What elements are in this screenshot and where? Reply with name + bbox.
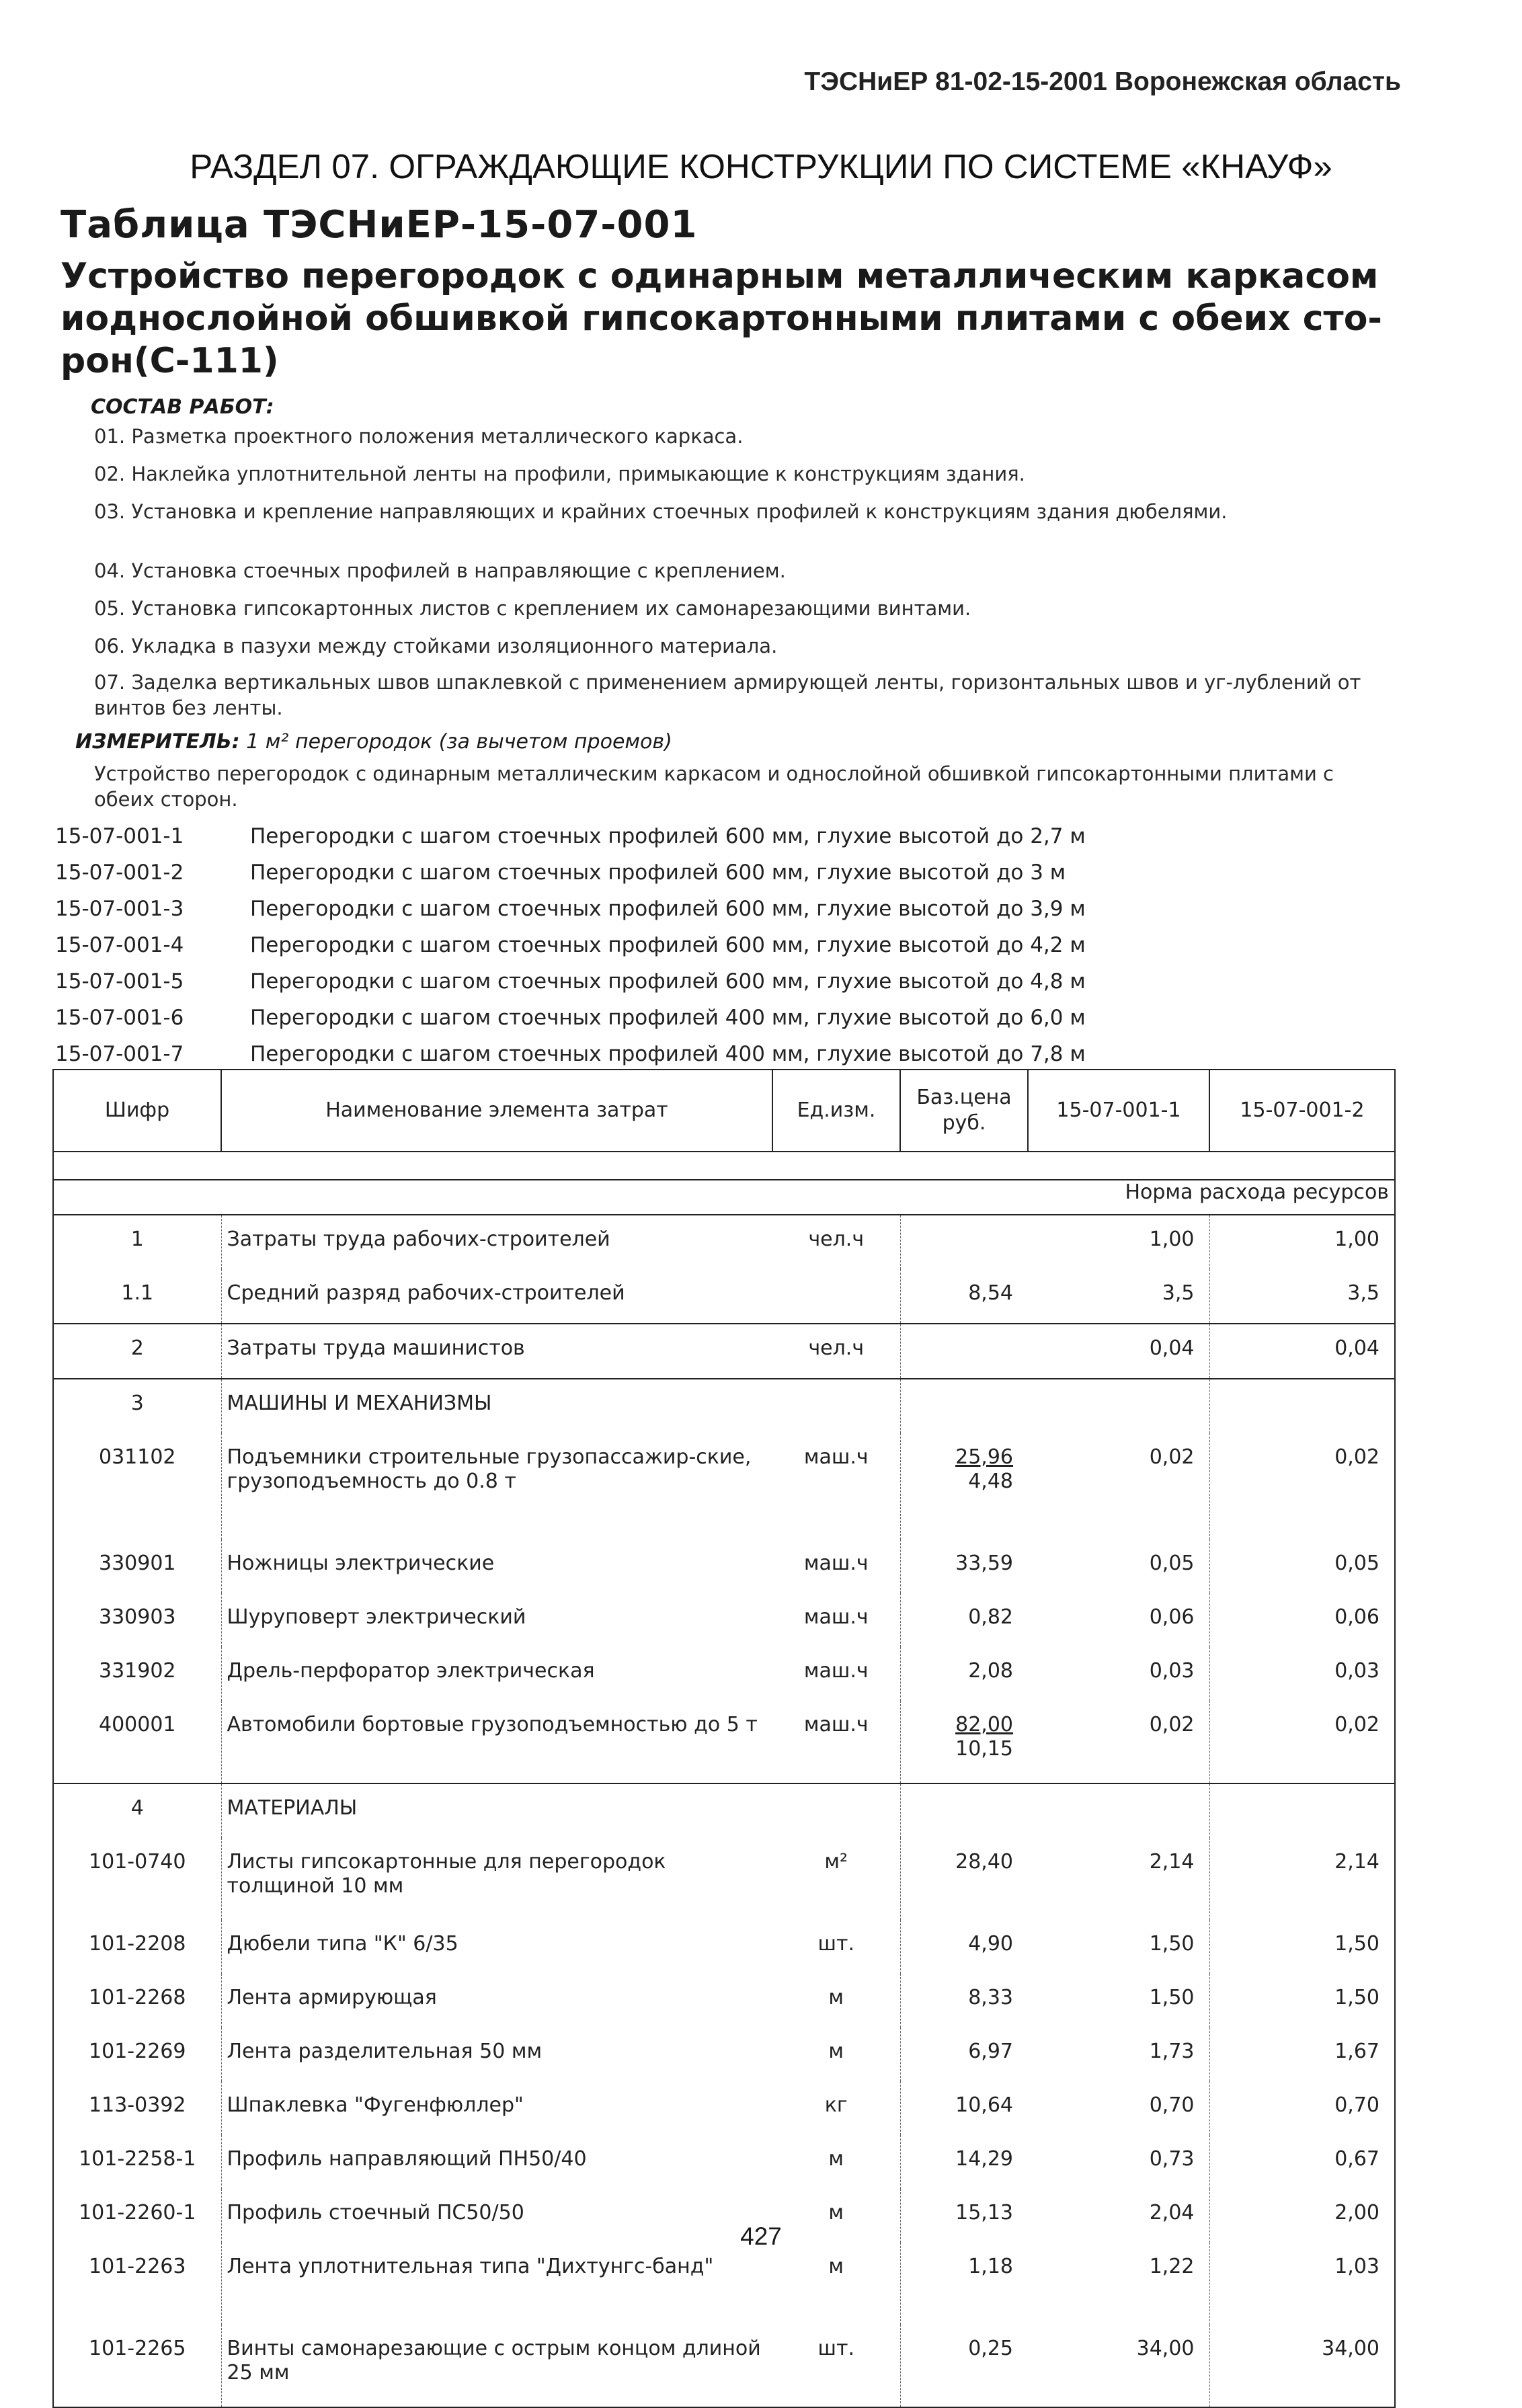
table-cell: 101-2258-1 <box>53 2135 221 2189</box>
table-cell: маш.ч <box>803 1659 869 1683</box>
work-item: 01. Разметка проектного положения металлического каркаса. <box>94 425 744 448</box>
table-cell: 1.1 <box>53 1269 221 1324</box>
table-cell: МАШИНЫ И МЕХАНИЗМЫ <box>221 1379 772 1433</box>
table-cell: 0,67 <box>1209 2135 1395 2189</box>
header-price: Баз.цена руб. <box>900 1070 1028 1152</box>
table-row <box>53 1324 1395 1379</box>
work-item: 03. Установка и крепление направляющих и крайних стоечных профилей к конструкциям здания дюбелями. <box>94 500 1228 523</box>
table-cell: 4,90 <box>900 1920 1028 1974</box>
table-cell: чел.ч <box>772 1324 900 1379</box>
table-cell: 1,18 <box>900 2243 1028 2325</box>
work-composition-label: СОСТАВ РАБОТ: <box>91 395 274 419</box>
table-cell: 3,5 <box>1209 1269 1395 1324</box>
header-unit: Ед.изм. <box>772 1070 900 1152</box>
table-cell: 28,40 <box>900 1838 1028 1920</box>
table-cell: 0,70 <box>1149 2093 1195 2117</box>
table-row <box>53 1920 1395 1974</box>
table-cell: Профиль направляющий ПН50/40 <box>221 2135 772 2189</box>
table-cell: 0,02 <box>1149 1713 1195 1736</box>
table-cell <box>772 1379 900 1433</box>
table-cell: 2,00 <box>1209 2189 1395 2243</box>
table-cell: 0,06 <box>1209 1593 1395 1647</box>
group-row <box>53 1379 1395 1433</box>
table-cell: 34,00 <box>1028 2325 1209 2407</box>
table-cell: шт. <box>817 1932 854 1956</box>
table-cell: 1,00 <box>1028 1215 1209 1269</box>
work-description-title: Устройство перегородок с одинарным металлическим каркасом иоднослойной обшивкой гипсокартонными плитами с обеих сто-рон(С-111) <box>61 256 1382 381</box>
table-cell: 1,73 <box>1149 2040 1195 2063</box>
table-cell: 10,64 <box>900 2081 1028 2135</box>
measurement-value: 1 м² перегородок (за вычетом проемов) <box>246 730 672 754</box>
variant-code: 15-07-001-4 <box>55 933 184 957</box>
table-row <box>53 1539 1395 1593</box>
table-cell <box>772 1783 900 1838</box>
norma-label: Норма расхода ресурсов <box>53 1180 1395 1215</box>
table-cell: кг <box>824 2093 848 2117</box>
table-cell: 330903 <box>53 1593 221 1647</box>
table-cell: 3,5 <box>1162 1281 1195 1305</box>
table-cell: 3 <box>53 1379 221 1433</box>
table-cell: 0,03 <box>1209 1647 1395 1701</box>
variant-description: Перегородки с шагом стоечных профилей 400 мм, глухие высотой до 7,8 м <box>250 1042 1086 1066</box>
table-header-row <box>53 1070 1395 1152</box>
table-cell: 4 <box>53 1783 221 1838</box>
table-row <box>53 1838 1395 1920</box>
table-cell: 1,50 <box>1149 1986 1195 2009</box>
table-cell: 14,29 <box>900 2135 1028 2189</box>
table-title: Таблица ТЭСНиЕР-15-07-001 <box>61 203 698 247</box>
group-row <box>53 1783 1395 1838</box>
table-cell: Автомобили бортовые грузоподъемностью до 5 т <box>221 1701 772 1783</box>
table-row <box>53 2081 1395 2135</box>
table-cell: 101-2208 <box>53 1920 221 1974</box>
variant-code: 15-07-001-6 <box>55 1006 184 1030</box>
table-cell: Лента разделительная 50 мм <box>221 2028 772 2081</box>
table-cell: Винты самонарезающие с острым концом длиной 25 мм <box>221 2325 772 2407</box>
table-cell: м <box>828 2040 844 2063</box>
table-cell: Шуруповерт электрический <box>221 1593 772 1647</box>
variant-code: 15-07-001-1 <box>55 824 184 848</box>
table-cell: 101-2260-1 <box>53 2189 221 2243</box>
table-cell: 0,02 <box>1209 1701 1395 1783</box>
table-cell: 25,96 4,48 <box>900 1433 1028 1539</box>
table-row <box>53 2135 1395 2189</box>
table-row <box>53 1433 1395 1539</box>
table-cell: м <box>828 2255 844 2278</box>
table-cell: чел.ч <box>772 1215 900 1269</box>
table-cell: 1,03 <box>1209 2243 1395 2325</box>
section-title: РАЗДЕЛ 07. ОГРАЖДАЮЩИЕ КОНСТРУКЦИИ ПО СИСТЕМЕ «КНАУФ» <box>190 147 1332 186</box>
work-item: 02. Наклейка уплотнительной ленты на профили, примыкающие к конструкциям здания. <box>94 463 1025 485</box>
table-cell: 330901 <box>53 1539 221 1593</box>
table-cell: 6,97 <box>900 2028 1028 2081</box>
table-cell: 0,82 <box>900 1593 1028 1647</box>
table-cell: 101-2269 <box>53 2028 221 2081</box>
table-cell: 2,14 <box>1149 1850 1195 1874</box>
table-cell: 1,00 <box>1209 1215 1395 1269</box>
work-item: 07. Заделка вертикальных швов шпаклевкой с применением армирующей ленты, горизонтальных швов и уг-лублений от винтов без ленты. <box>94 671 1361 719</box>
table-cell: м <box>828 2147 844 2171</box>
variant-description: Перегородки с шагом стоечных профилей 600 мм, глухие высотой до 3,9 м <box>250 897 1086 921</box>
table-cell <box>900 1379 1028 1433</box>
table-row <box>53 1269 1395 1324</box>
variant-description: Перегородки с шагом стоечных профилей 600 мм, глухие высотой до 2,7 м <box>250 824 1086 848</box>
measurement-unit <box>75 730 672 754</box>
table-cell: Дюбели типа "К" 6/35 <box>221 1920 772 1974</box>
table-cell: 2,14 <box>1209 1838 1395 1920</box>
work-item: 04. Установка стоечных профилей в направляющие с креплением. <box>94 559 786 582</box>
table-cell: 0,25 <box>900 2325 1028 2407</box>
table-cell: 0,73 <box>1149 2147 1195 2171</box>
table-cell: 400001 <box>53 1701 221 1783</box>
table-cell: Шпаклевка "Фугенфюллер" <box>221 2081 772 2135</box>
table-cell: 1,50 <box>1149 1932 1195 1956</box>
table-cell <box>900 1324 1028 1379</box>
header-code: Шифр <box>53 1070 221 1152</box>
table-row <box>53 1647 1395 1701</box>
table-cell: 0,05 <box>1209 1539 1395 1593</box>
variant-code: 15-07-001-7 <box>55 1042 184 1066</box>
table-cell: 101-2263 <box>53 2243 221 2325</box>
page-number: 427 <box>740 2222 782 2250</box>
resource-table <box>52 1069 1396 2408</box>
table-cell: Затраты труда рабочих-строителей <box>221 1215 772 1269</box>
table-cell: 1 <box>53 1215 221 1269</box>
table-cell: 0,04 <box>1028 1324 1209 1379</box>
header-name: Наименование элемента затрат <box>221 1070 772 1152</box>
table-cell <box>1028 1783 1209 1838</box>
table-cell: Профиль стоечный ПС50/50 <box>221 2189 772 2243</box>
table-cell: 33,59 <box>900 1539 1028 1593</box>
table-cell: маш.ч <box>803 1605 869 1629</box>
table-cell: шт. <box>772 2325 900 2407</box>
document-reference: ТЭСНиЕР 81-02-15-2001 Воронежская область <box>804 67 1401 96</box>
table-cell: 2 <box>53 1324 221 1379</box>
table-cell: 2,08 <box>900 1647 1028 1701</box>
table-cell: 101-2265 <box>53 2325 221 2407</box>
table-cell: маш.ч <box>803 1713 869 1736</box>
header-col1: 15-07-001-1 <box>1028 1070 1209 1152</box>
table-cell: МАТЕРИАЛЫ <box>221 1783 772 1838</box>
table-cell: 2,04 <box>1149 2201 1195 2224</box>
table-cell: 0,04 <box>1209 1324 1395 1379</box>
table-cell: Дрель-перфоратор электрическая <box>221 1647 772 1701</box>
header-col2: 15-07-001-2 <box>1209 1070 1395 1152</box>
table-cell: Ножницы электрические <box>221 1539 772 1593</box>
table-cell <box>772 1269 900 1324</box>
table-cell: м <box>828 1986 844 2009</box>
variant-code: 15-07-001-2 <box>55 860 184 885</box>
table-cell: 113-0392 <box>53 2081 221 2135</box>
variant-description: Перегородки с шагом стоечных профилей 600 мм, глухие высотой до 3 м <box>250 860 1066 885</box>
table-cell: 1,67 <box>1209 2028 1395 2081</box>
table-cell: 82,00 10,15 <box>900 1701 1028 1783</box>
table-cell: м² <box>824 1850 848 1874</box>
table-cell: 1,50 <box>1209 1920 1395 1974</box>
table-row <box>53 1215 1395 1269</box>
table-cell: 0,03 <box>1149 1659 1195 1683</box>
variant-code: 15-07-001-3 <box>55 897 184 921</box>
table-cell: 8,33 <box>900 1974 1028 2028</box>
table-cell <box>53 1152 1395 1180</box>
table-row <box>53 2325 1395 2407</box>
table-cell: 0,02 <box>1209 1433 1395 1539</box>
variant-description: Перегородки с шагом стоечных профилей 600 мм, глухие высотой до 4,2 м <box>250 933 1086 957</box>
table-cell: Листы гипсокартонные для перегородок толщиной 10 мм <box>221 1838 772 1920</box>
table-cell: маш.ч <box>803 1445 869 1469</box>
table-row <box>53 1974 1395 2028</box>
table-cell: 34,00 <box>1209 2325 1395 2407</box>
table-cell: 101-0740 <box>53 1838 221 1920</box>
table-cell: Лента уплотнительная типа "Дихтунгс-банд" <box>221 2243 772 2325</box>
measurement-description: Устройство перегородок с одинарным металлическим каркасом и однослойной обшивкой гипсокартонными плитами с обеих сторон. <box>94 762 1334 811</box>
table-cell: маш.ч <box>803 1552 869 1575</box>
table-row <box>53 1593 1395 1647</box>
table-cell: Средний разряд рабочих-строителей <box>221 1269 772 1324</box>
table-row <box>53 2028 1395 2081</box>
table-cell: 0,02 <box>1149 1445 1195 1469</box>
table-row <box>53 2243 1395 2325</box>
table-cell: м <box>828 2201 844 2224</box>
table-cell: 1,22 <box>1149 2255 1195 2278</box>
table-cell: 0,06 <box>1149 1605 1195 1629</box>
measurement-label: ИЗМЕРИТЕЛЬ: <box>75 730 240 754</box>
table-cell: 101-2268 <box>53 1974 221 2028</box>
variant-description: Перегородки с шагом стоечных профилей 600 мм, глухие высотой до 4,8 м <box>250 969 1086 994</box>
table-cell: 0,70 <box>1209 2081 1395 2135</box>
table-cell: 8,54 <box>900 1269 1028 1324</box>
table-cell <box>1209 1783 1395 1838</box>
table-cell <box>900 1215 1028 1269</box>
variant-description: Перегородки с шагом стоечных профилей 400 мм, глухие высотой до 6,0 м <box>250 1006 1086 1030</box>
table-cell: 15,13 <box>900 2189 1028 2243</box>
table-cell: 331902 <box>53 1647 221 1701</box>
table-row <box>53 1701 1395 1783</box>
table-cell: 0,05 <box>1149 1552 1195 1575</box>
table-cell <box>900 1783 1028 1838</box>
table-cell <box>1209 1379 1395 1433</box>
table-cell <box>1028 1379 1209 1433</box>
table-cell: Затраты труда машинистов <box>221 1324 772 1379</box>
work-item: 06. Укладка в пазухи между стойками изоляционного материала. <box>94 635 778 657</box>
table-cell: 031102 <box>53 1433 221 1539</box>
work-item: 05. Установка гипсокартонных листов с креплением их самонарезающими винтами. <box>94 597 971 620</box>
variant-code: 15-07-001-5 <box>55 969 184 994</box>
table-cell: Подъемники строительные грузопассажир-ские, грузоподъемность до 0.8 т <box>221 1433 772 1539</box>
table-cell: Лента армирующая <box>221 1974 772 2028</box>
table-cell: 1,50 <box>1209 1974 1395 2028</box>
